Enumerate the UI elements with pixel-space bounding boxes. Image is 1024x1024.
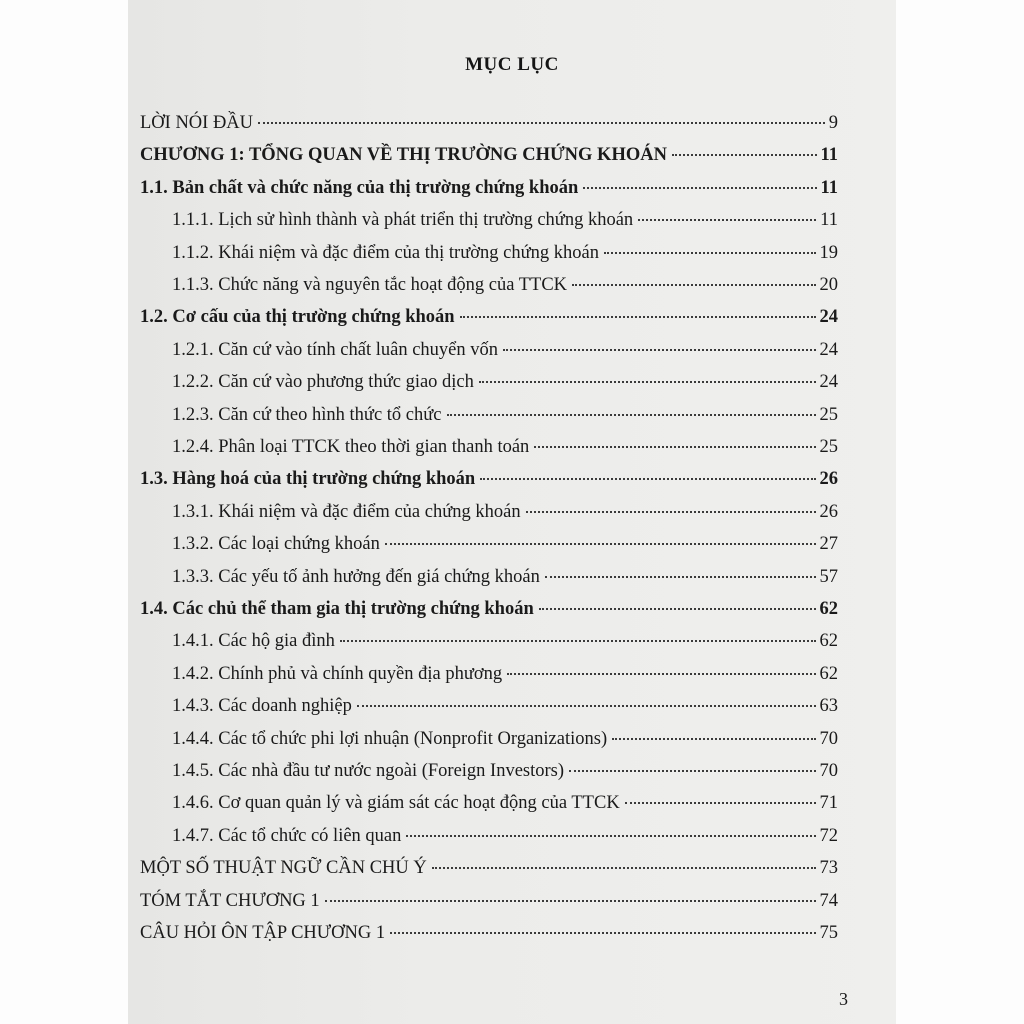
- toc-entry: [172, 695, 838, 717]
- toc-leader-dots: [569, 770, 815, 772]
- toc-entry: [140, 144, 838, 166]
- toc-entry-page: 20: [819, 275, 838, 295]
- toc-entry-title: 1.2.2. Căn cứ vào phương thức giao dịch: [172, 372, 474, 392]
- toc-entry-title: 1.3.3. Các yếu tố ảnh hưởng đến giá chứng khoán: [172, 567, 540, 587]
- toc-entry-title: 1.3. Hàng hoá của thị trường chứng khoán: [140, 469, 476, 489]
- toc-leader-dots: [503, 349, 816, 351]
- toc-leader-dots: [572, 284, 815, 286]
- toc-entry: [140, 922, 838, 944]
- toc-entry: [140, 306, 838, 328]
- toc-entry: [172, 566, 838, 588]
- toc-leader-dots: [625, 802, 816, 804]
- toc-entry-title: 1.3.1. Khái niệm và đặc điểm của chứng khoán: [172, 502, 521, 522]
- toc-entry-title: 1.4.3. Các doanh nghiệp: [172, 696, 352, 716]
- toc-leader-dots: [357, 705, 816, 707]
- toc-entry: [140, 468, 838, 490]
- toc-entry-page: 63: [819, 696, 838, 716]
- toc-entry: [172, 274, 838, 296]
- toc-leader-dots: [340, 640, 816, 642]
- toc-entry: [172, 404, 838, 426]
- toc-leader-dots: [479, 381, 816, 383]
- toc-entry-page: 11: [820, 210, 838, 230]
- page-title: MỤC LỤC: [465, 54, 559, 75]
- toc-entry-title: CHƯƠNG 1: TỔNG QUAN VỀ THỊ TRƯỜNG CHỨNG KHOÁN: [140, 145, 667, 165]
- toc-entry-title: 1.1. Bản chất và chức năng của thị trường chứng khoán: [140, 178, 579, 198]
- toc-leader-dots: [539, 608, 816, 610]
- toc-entry: [140, 890, 838, 912]
- toc-leader-dots: [534, 446, 815, 448]
- toc-leader-dots: [612, 738, 815, 740]
- toc-leader-dots: [390, 932, 815, 934]
- toc-entry-page: 26: [819, 502, 838, 522]
- toc-entry-title: 1.4.7. Các tổ chức có liên quan: [172, 826, 402, 846]
- toc-entry-page: 19: [819, 243, 838, 263]
- toc-entry-page: 74: [819, 891, 838, 911]
- toc-entry-page: 70: [819, 729, 838, 749]
- toc-entry-page: 9: [828, 113, 838, 133]
- toc-entry: [172, 436, 838, 458]
- toc-leader-dots: [258, 122, 825, 124]
- toc-entry: [172, 209, 838, 231]
- toc-leader-dots: [638, 219, 816, 221]
- toc-entry-title: 1.2.4. Phân loại TTCK theo thời gian thanh toán: [172, 437, 530, 457]
- toc-entry: [172, 242, 838, 264]
- toc-entry-page: 25: [819, 405, 838, 425]
- toc-entry: [172, 533, 838, 555]
- toc-entry-title: 1.4.4. Các tổ chức phi lợi nhuận (Nonprofit Organizations): [172, 729, 608, 749]
- toc-entry-title: 1.4.2. Chính phủ và chính quyền địa phương: [172, 664, 503, 684]
- toc-entry: [172, 630, 838, 652]
- toc-entry: [172, 792, 838, 814]
- toc-entry-page: 62: [819, 599, 838, 619]
- toc-entry-title: TÓM TẮT CHƯƠNG 1: [140, 891, 320, 911]
- toc-leader-dots: [507, 673, 815, 675]
- toc-leader-dots: [432, 867, 816, 869]
- toc-entry: [172, 760, 838, 782]
- toc-entry: [172, 728, 838, 750]
- toc-entry-page: 24: [819, 372, 838, 392]
- toc-entry-title: 1.4.5. Các nhà đầu tư nước ngoài (Foreign Investors): [172, 761, 565, 781]
- toc-leader-dots: [406, 835, 815, 837]
- toc-entry-page: 62: [819, 664, 838, 684]
- toc-entry: [140, 112, 838, 134]
- toc-leader-dots: [545, 576, 816, 578]
- toc-entry: [140, 598, 838, 620]
- toc-entry-page: 24: [819, 307, 838, 327]
- toc-entry-page: 25: [819, 437, 838, 457]
- toc-entry-title: 1.2. Cơ cấu của thị trường chứng khoán: [140, 307, 455, 327]
- toc-leader-dots: [583, 187, 816, 189]
- toc-entry-page: 70: [819, 761, 838, 781]
- toc-entry-page: 27: [819, 534, 838, 554]
- toc-entry-title: 1.1.1. Lịch sử hình thành và phát triển thị trường chứng khoán: [172, 210, 634, 230]
- toc-leader-dots: [604, 252, 816, 254]
- toc-leader-dots: [526, 511, 816, 513]
- toc-entry: [172, 371, 838, 393]
- toc-entry-page: 71: [819, 793, 838, 813]
- toc-leader-dots: [480, 478, 815, 480]
- toc-entry-page: 26: [819, 469, 838, 489]
- toc-entry-title: 1.2.1. Căn cứ vào tính chất luân chuyển vốn: [172, 340, 498, 360]
- toc-entry-page: 75: [819, 923, 838, 943]
- toc-leader-dots: [325, 900, 816, 902]
- toc-entry-title: 1.2.3. Căn cứ theo hình thức tổ chức: [172, 405, 442, 425]
- toc-entry-title: LỜI NÓI ĐẦU: [140, 113, 254, 133]
- toc-leader-dots: [385, 543, 816, 545]
- toc-entry-page: 57: [819, 567, 838, 587]
- toc-entry: [172, 501, 838, 523]
- book-page: [128, 0, 896, 1024]
- toc-entry-page: 72: [819, 826, 838, 846]
- page-number: 3: [839, 989, 848, 1009]
- toc-entry-page: 62: [819, 631, 838, 651]
- toc-entry-title: CÂU HỎI ÔN TẬP CHƯƠNG 1: [140, 923, 386, 943]
- toc-entry-page: 73: [819, 858, 838, 878]
- toc-leader-dots: [460, 316, 816, 318]
- toc-entry-title: 1.3.2. Các loại chứng khoán: [172, 534, 380, 554]
- toc-entry-title: 1.4. Các chủ thể tham gia thị trường chứng khoán: [140, 599, 534, 619]
- toc-leader-dots: [672, 154, 817, 156]
- toc-entry-title: 1.4.1. Các hộ gia đình: [172, 631, 335, 651]
- toc-leader-dots: [447, 414, 816, 416]
- toc-entry-title: MỘT SỐ THUẬT NGỮ CẦN CHÚ Ý: [140, 858, 427, 878]
- toc-entry: [140, 857, 838, 879]
- table-of-contents: [128, 0, 896, 1024]
- toc-entry-title: 1.1.2. Khái niệm và đặc điểm của thị trường chứng khoán: [172, 243, 599, 263]
- toc-entry-title: 1.1.3. Chức năng và nguyên tắc hoạt động của TTCK: [172, 275, 568, 295]
- toc-entry-page: 11: [820, 178, 838, 198]
- toc-entry: [172, 663, 838, 685]
- toc-entry: [140, 177, 838, 199]
- toc-entry-page: 11: [820, 145, 838, 165]
- toc-entry-title: 1.4.6. Cơ quan quản lý và giám sát các hoạt động của TTCK: [172, 793, 620, 813]
- toc-entry: [172, 825, 838, 847]
- toc-entry-page: 24: [819, 340, 838, 360]
- toc-entry: [172, 339, 838, 361]
